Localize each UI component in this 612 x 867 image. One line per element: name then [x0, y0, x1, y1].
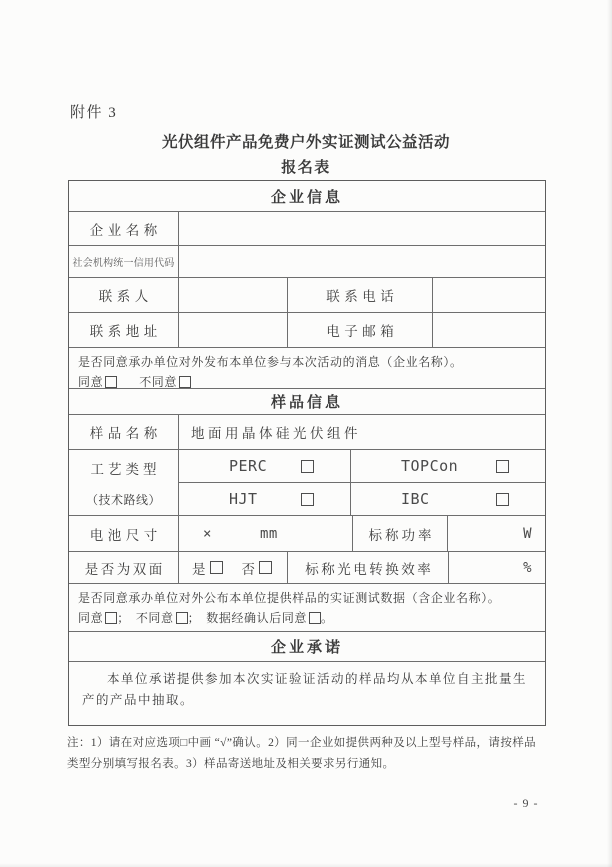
data-consent-cell — [69, 584, 545, 631]
contact-label: 联系人 — [69, 278, 179, 312]
agree-label: 同意 — [78, 374, 104, 388]
publish-consent-options — [78, 373, 536, 388]
power-field — [448, 516, 545, 551]
sample-name-row — [69, 415, 545, 450]
contact-field — [179, 278, 288, 312]
process-type-label — [69, 450, 179, 515]
disagree-label: 不同意 — [135, 610, 174, 625]
period: 。 — [321, 610, 334, 625]
email-field — [433, 313, 545, 347]
topcon-checkbox-icon — [496, 460, 509, 473]
bifacial-label: 是否为双面 — [69, 552, 179, 583]
ibc-checkbox-icon — [496, 493, 509, 506]
times-sign: × — [203, 525, 212, 542]
sample-section-header: 样品信息 — [270, 395, 343, 411]
address-field — [179, 313, 288, 347]
registration-form-table — [68, 180, 546, 726]
sample-name-label: 样品名称 — [69, 415, 179, 449]
document-title: 光伏组件产品免费户外实证测试公益活动 — [161, 134, 450, 151]
cell-size-field — [179, 516, 353, 551]
yes-checkbox-icon — [210, 561, 223, 574]
option-perc — [179, 450, 351, 482]
no-checkbox-icon — [259, 561, 272, 574]
bifacial-efficiency-row — [69, 552, 545, 584]
hjt-label: HJT — [229, 490, 258, 508]
power-label: 标称功率 — [353, 516, 448, 551]
commitment-section-header: 企业承诺 — [270, 640, 343, 656]
topcon-label: TOPCon — [401, 457, 459, 475]
company-name-field — [179, 212, 545, 245]
sample-section-header-row — [69, 389, 545, 415]
percent-unit: % — [523, 559, 532, 576]
cell-size-power-row — [69, 516, 545, 552]
contact-row — [69, 278, 545, 313]
efficiency-label: 标称光电转换效率 — [288, 552, 449, 583]
confirm-agree-label: 数据经确认后同意 — [206, 610, 308, 625]
option-hjt — [179, 483, 351, 515]
bifacial-yes-option — [192, 558, 223, 578]
agree-label: 同意 — [78, 610, 104, 625]
credit-code-field — [179, 246, 545, 277]
sample-name-value: 地面用晶体硅光伏组件 — [191, 426, 361, 441]
agree-checkbox-icon — [105, 376, 117, 388]
page-number: - 9 - — [513, 796, 539, 810]
commitment-body-row — [69, 662, 545, 725]
cell-size-label: 电池尺寸 — [69, 516, 179, 551]
data-consent-question: 是否同意承办单位对外公布本单位提供样品的实证测试数据（含企业名称）。 — [78, 591, 501, 605]
process-type-rows — [69, 450, 545, 516]
publish-consent-cell — [69, 348, 545, 388]
option-ibc — [351, 483, 545, 515]
commitment-text: 本单位承诺提供参加本次实证验证活动的样品均从本单位自主批量生产的产品中抽取。 — [82, 672, 528, 708]
address-row — [69, 313, 545, 348]
separator: ； — [187, 610, 201, 625]
mm-unit: mm — [259, 525, 278, 542]
publish-consent-question: 是否同意承办单位对外发布本单位参与本次活动的消息（企业名称）。 — [78, 355, 463, 369]
process-type-label-line1: 工艺类型 — [90, 461, 161, 477]
ibc-label: IBC — [401, 490, 430, 508]
disagree-checkbox-icon — [179, 376, 191, 388]
process-options-row-2 — [179, 483, 545, 515]
data-consent-row — [69, 584, 545, 632]
no-label: 否 — [241, 561, 255, 577]
data-consent-options — [78, 609, 536, 628]
credit-code-label: 社会机构统一信用代码 — [69, 246, 179, 277]
process-options-row-1 — [179, 450, 545, 483]
process-options-grid — [179, 450, 545, 515]
separator: ； — [117, 610, 130, 625]
efficiency-field — [449, 552, 545, 583]
attachment-label: 附件 3 — [70, 105, 118, 121]
company-name-row — [69, 212, 545, 246]
commitment-section-header-row — [69, 632, 545, 662]
footnote: 注：1）请在对应选项□中画 “√”确认。2）同一企业如提供两种及以上型号样品，请按样品类型分别填写报名表。3）样品寄送地址及相关要求另行通知。 — [67, 737, 537, 770]
company-section-header-row — [69, 181, 545, 212]
phone-label: 联系电话 — [288, 278, 433, 312]
bifacial-no-option — [242, 558, 273, 578]
yes-label: 是 — [192, 561, 206, 577]
bifacial-field — [179, 552, 288, 583]
option-topcon — [351, 450, 545, 482]
perc-checkbox-icon — [301, 460, 314, 473]
phone-field — [433, 278, 545, 312]
company-name-label: 企业名称 — [69, 212, 179, 245]
disagree-label: 不同意 — [139, 374, 178, 388]
credit-code-row — [69, 246, 545, 278]
scan-edge-artifact — [0, 863, 612, 867]
company-seal-placeholder — [82, 724, 532, 726]
publish-consent-row — [69, 348, 545, 389]
company-section-header: 企业信息 — [270, 189, 343, 206]
agree-checkbox-icon — [105, 612, 117, 624]
commitment-body-cell — [69, 662, 545, 725]
disagree-checkbox-icon — [176, 612, 188, 624]
watt-unit: W — [523, 525, 532, 542]
process-type-label-line2: （技术路线） — [85, 492, 161, 507]
address-label: 联系地址 — [69, 313, 179, 347]
perc-label: PERC — [229, 457, 268, 475]
document-subtitle: 报名表 — [281, 160, 331, 176]
email-label: 电子邮箱 — [288, 313, 433, 347]
confirm-checkbox-icon — [309, 612, 321, 624]
hjt-checkbox-icon — [301, 493, 314, 506]
